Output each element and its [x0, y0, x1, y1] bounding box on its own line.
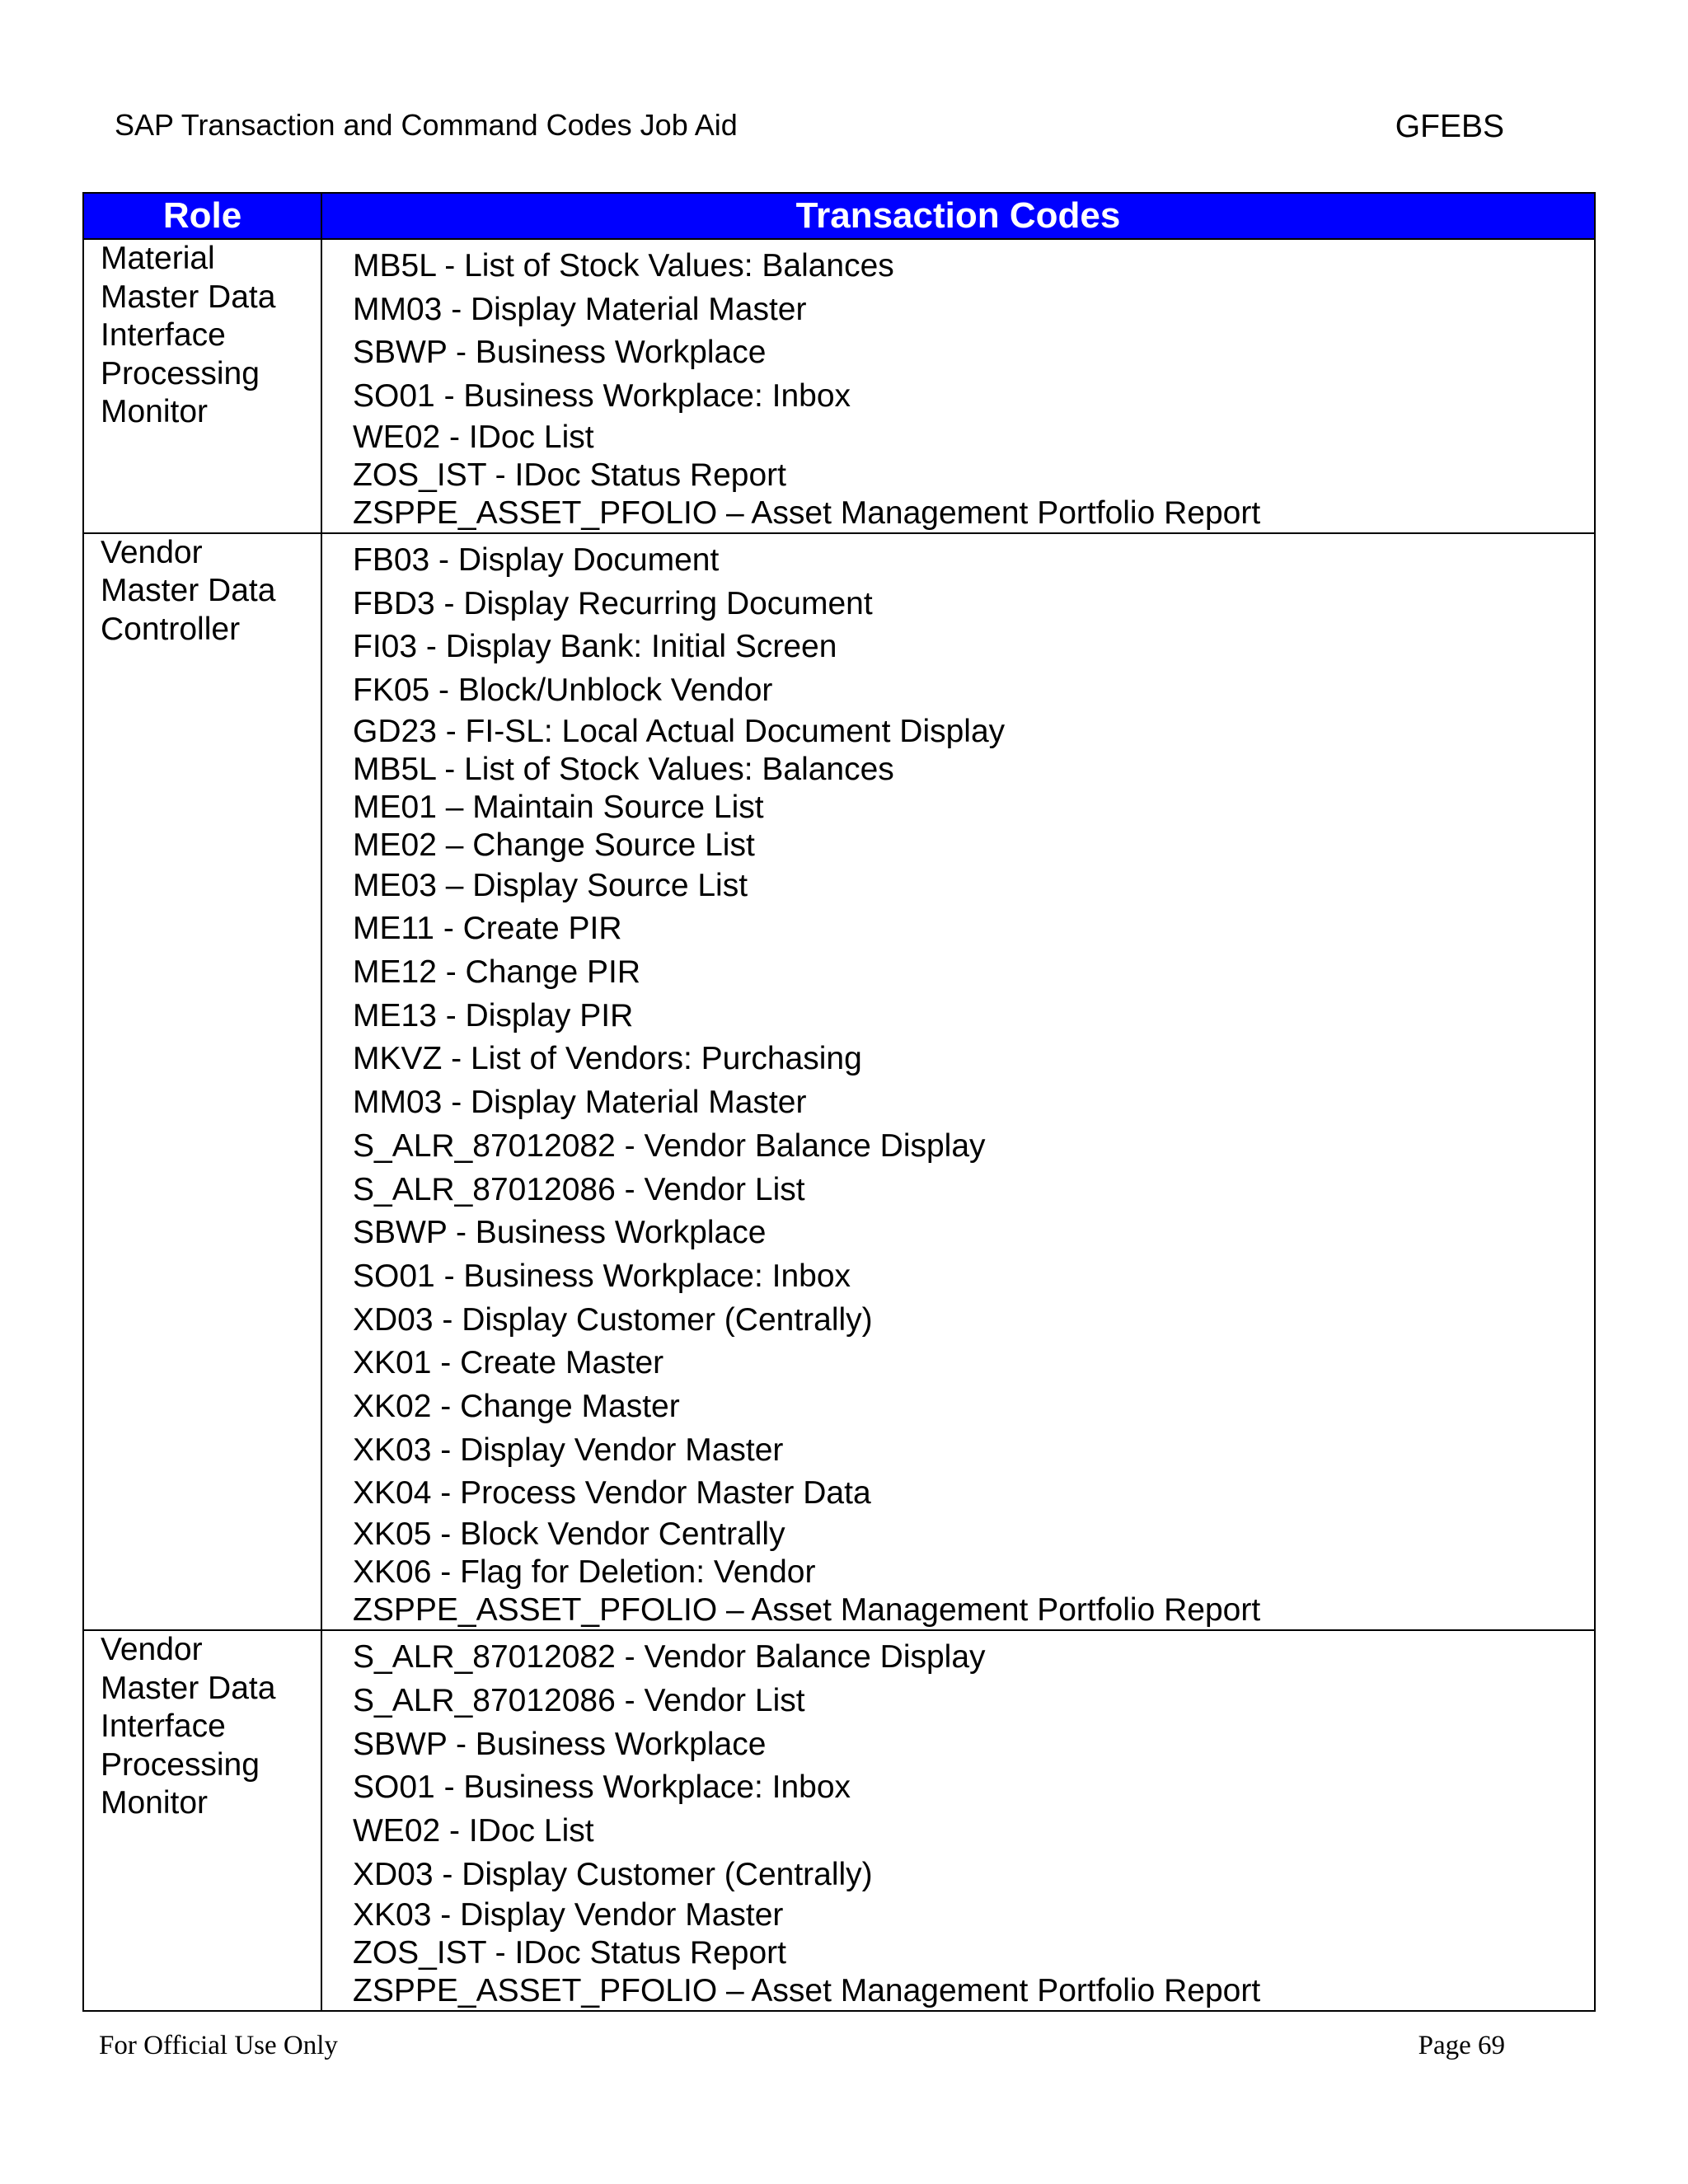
- role-line: Interface: [101, 317, 226, 353]
- role-line: Master Data: [101, 279, 276, 315]
- role-cell: [83, 533, 321, 1630]
- codes-cell: [321, 1630, 1595, 2011]
- transaction-code: ZOS_IST - IDoc Status Report: [353, 1935, 786, 1971]
- transaction-code: ZOS_IST - IDoc Status Report: [353, 457, 786, 493]
- transaction-code: WE02 - IDoc List: [353, 419, 594, 455]
- transaction-code: WE02 - IDoc List: [353, 1812, 594, 1849]
- transaction-code: S_ALR_87012086 - Vendor List: [353, 1171, 805, 1207]
- table-row: [83, 239, 1595, 533]
- transaction-code: SBWP - Business Workplace: [353, 1215, 767, 1251]
- transaction-code: SBWP - Business Workplace: [353, 335, 767, 371]
- table-row: [83, 533, 1595, 1630]
- role-cell: [83, 1630, 321, 2011]
- table-header-row: [83, 193, 1595, 239]
- transaction-code: S_ALR_87012082 - Vendor Balance Display: [353, 1639, 986, 1675]
- transaction-codes-column-header: Transaction Codes: [321, 193, 1595, 239]
- transaction-code: MB5L - List of Stock Values: Balances: [353, 248, 894, 284]
- transaction-code: ZSPPE_ASSET_PFOLIO – Asset Management Portfolio Report: [353, 1973, 1261, 2009]
- role-line: Material: [101, 241, 215, 276]
- transaction-code: FK05 - Block/Unblock Vendor: [353, 672, 773, 708]
- organization-label: GFEBS: [1395, 109, 1504, 144]
- role-line: Monitor: [101, 394, 209, 429]
- transaction-code: XK01 - Create Master: [353, 1345, 664, 1381]
- role-line: Processing: [101, 355, 260, 391]
- codes-cell: [321, 533, 1595, 1630]
- role-line: Monitor: [101, 1785, 209, 1821]
- transaction-code: MM03 - Display Material Master: [353, 1085, 807, 1121]
- transaction-code: ZSPPE_ASSET_PFOLIO – Asset Management Portfolio Report: [353, 494, 1261, 531]
- role-cell: [83, 239, 321, 533]
- transaction-code: FB03 - Display Document: [353, 541, 720, 578]
- transaction-code: ME12 - Change PIR: [353, 954, 641, 991]
- transaction-code: ME11 - Create PIR: [353, 911, 622, 947]
- transaction-codes-table: [82, 192, 1596, 2012]
- transaction-code: ME13 - Display PIR: [353, 997, 634, 1033]
- footer-classification: For Official Use Only: [99, 2031, 338, 2060]
- transaction-code: FI03 - Display Bank: Initial Screen: [353, 629, 837, 665]
- transaction-code: XD03 - Display Customer (Centrally): [353, 1856, 873, 1892]
- role-line: Master Data: [101, 573, 276, 609]
- transaction-code: XK06 - Flag for Deletion: Vendor: [353, 1554, 816, 1591]
- transaction-code: ME02 – Change Source List: [353, 827, 755, 863]
- codes-cell: [321, 239, 1595, 533]
- transaction-code: SBWP - Business Workplace: [353, 1726, 767, 1762]
- transaction-code: SO01 - Business Workplace: Inbox: [353, 378, 851, 415]
- transaction-code: XK04 - Process Vendor Master Data: [353, 1475, 871, 1511]
- transaction-code: MM03 - Display Material Master: [353, 291, 807, 327]
- transaction-code: XD03 - Display Customer (Centrally): [353, 1301, 873, 1338]
- role-column-header: Role: [83, 193, 321, 239]
- role-line: Processing: [101, 1746, 260, 1783]
- role-line: Vendor: [101, 1632, 203, 1668]
- transaction-code: S_ALR_87012086 - Vendor List: [353, 1682, 805, 1718]
- transaction-code: XK05 - Block Vendor Centrally: [353, 1516, 785, 1553]
- transaction-code: XK02 - Change Master: [353, 1389, 680, 1425]
- page-number: Page 69: [1418, 2031, 1505, 2060]
- document-title: SAP Transaction and Command Codes Job Aid: [115, 108, 738, 142]
- transaction-code: MKVZ - List of Vendors: Purchasing: [353, 1041, 862, 1077]
- transaction-code: ME03 – Display Source List: [353, 867, 748, 903]
- transaction-code: MB5L - List of Stock Values: Balances: [353, 751, 894, 787]
- transaction-code: S_ALR_87012082 - Vendor Balance Display: [353, 1127, 986, 1164]
- transaction-code: ME01 – Maintain Source List: [353, 789, 764, 825]
- transaction-code: SO01 - Business Workplace: Inbox: [353, 1769, 851, 1806]
- transaction-code: GD23 - FI-SL: Local Actual Document Display: [353, 713, 1006, 749]
- role-line: Controller: [101, 611, 241, 647]
- transaction-code: XK03 - Display Vendor Master: [353, 1432, 784, 1468]
- table-row: [83, 1630, 1595, 2011]
- transaction-code: ZSPPE_ASSET_PFOLIO – Asset Management Portfolio Report: [353, 1592, 1261, 1629]
- role-line: Master Data: [101, 1670, 276, 1706]
- transaction-code: FBD3 - Display Recurring Document: [353, 585, 873, 621]
- transaction-code: XK03 - Display Vendor Master: [353, 1897, 784, 1933]
- role-line: Vendor: [101, 534, 203, 570]
- transaction-code: SO01 - Business Workplace: Inbox: [353, 1258, 851, 1294]
- role-line: Interface: [101, 1708, 226, 1745]
